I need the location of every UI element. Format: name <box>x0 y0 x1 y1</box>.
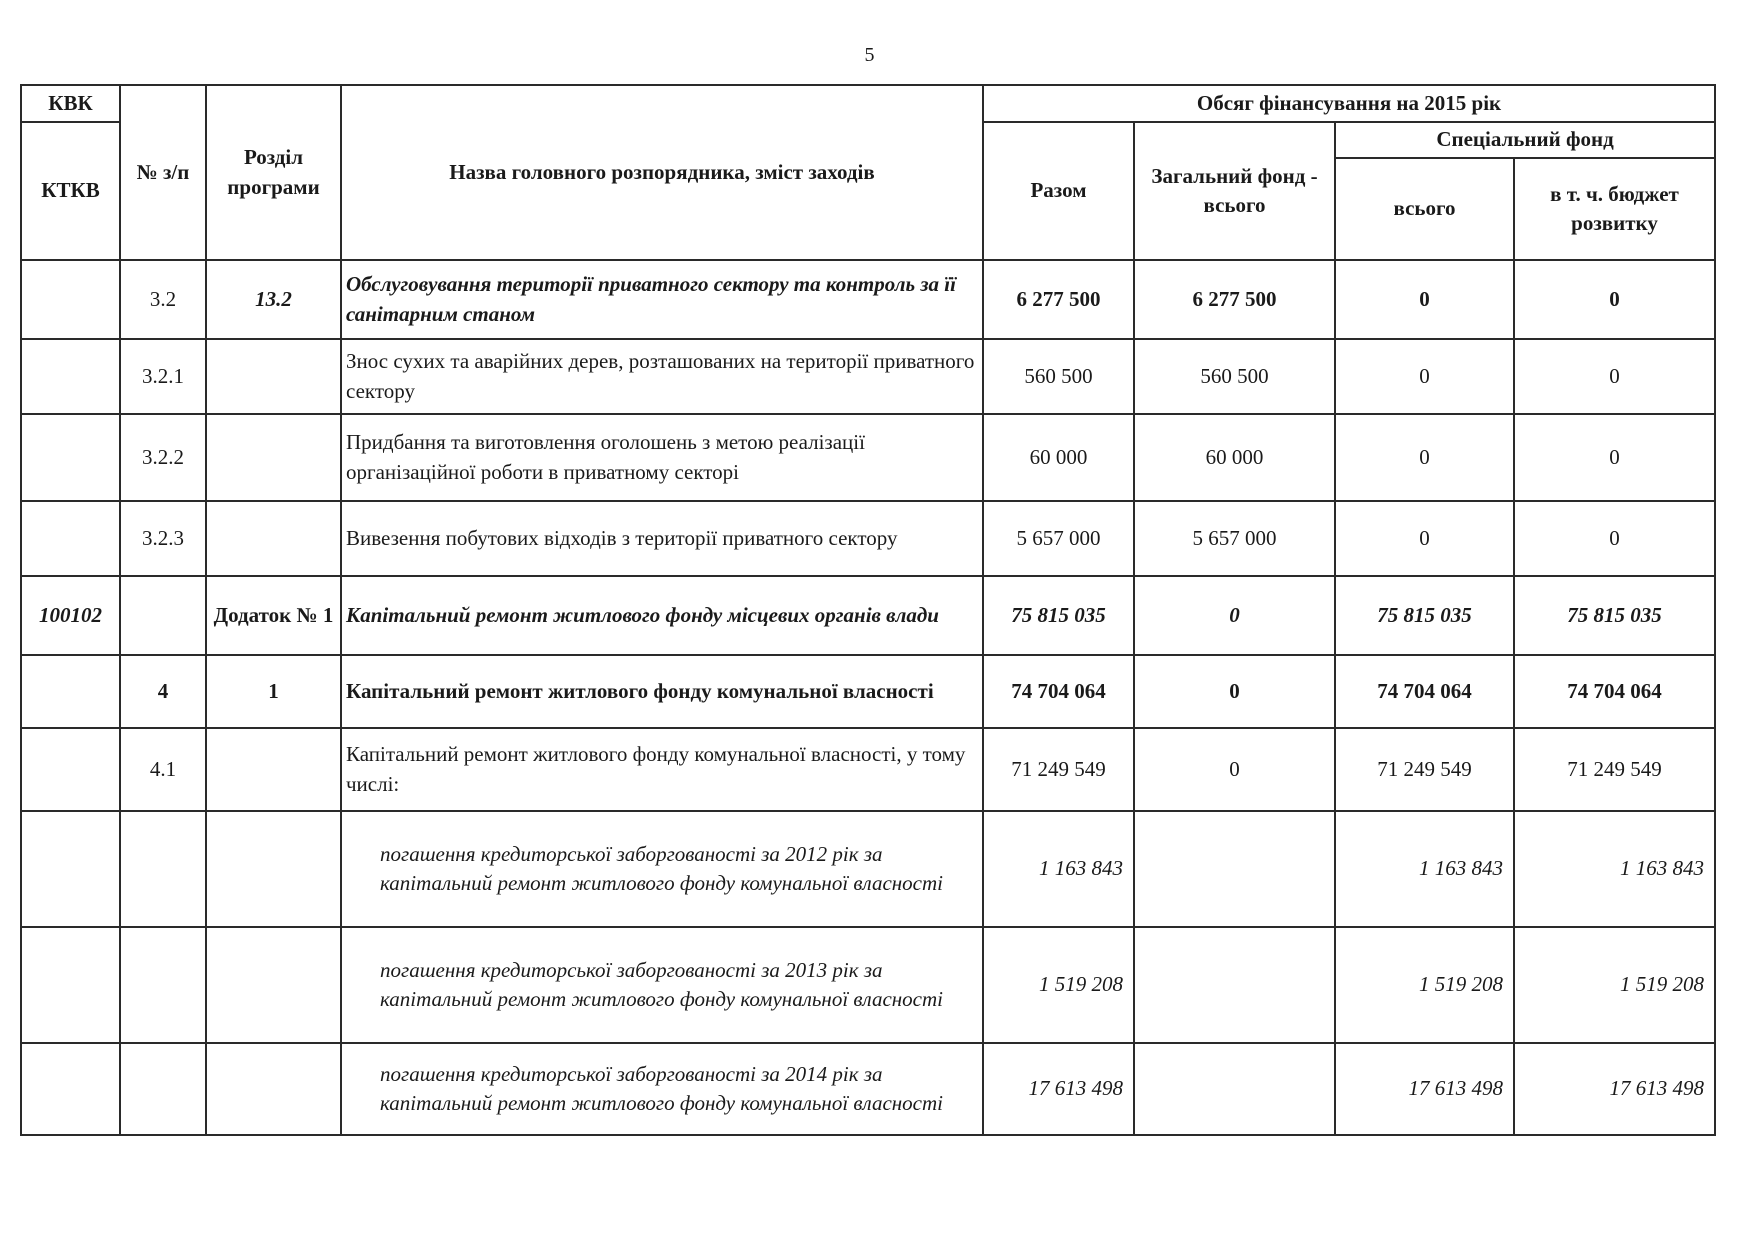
cell-special-dev: 17 613 498 <box>1514 1043 1715 1135</box>
cell-general: 560 500 <box>1134 339 1335 414</box>
cell-total: 74 704 064 <box>983 655 1134 728</box>
table-row <box>21 811 1715 927</box>
cell-num <box>120 1043 206 1135</box>
cell-general: 5 657 000 <box>1134 501 1335 576</box>
cell-name: погашення кредиторської заборгованості за 2014 рік за капітальний ремонт житлового фонду комунальної власності <box>341 1043 983 1135</box>
header-special-dev: в т. ч. бюджет розвитку <box>1514 158 1715 260</box>
table-row <box>21 260 1715 339</box>
cell-num: 4 <box>120 655 206 728</box>
cell-kvk <box>21 414 120 501</box>
cell-total: 75 815 035 <box>983 576 1134 655</box>
cell-section <box>206 414 341 501</box>
cell-total: 560 500 <box>983 339 1134 414</box>
cell-special-all: 0 <box>1335 339 1514 414</box>
cell-total: 6 277 500 <box>983 260 1134 339</box>
header-special-all: всього <box>1335 158 1514 260</box>
table-row <box>21 927 1715 1043</box>
header-num: № з/п <box>120 85 206 260</box>
cell-num: 3.2.3 <box>120 501 206 576</box>
cell-special-dev: 0 <box>1514 339 1715 414</box>
cell-special-dev: 0 <box>1514 260 1715 339</box>
table-row <box>21 414 1715 501</box>
cell-general <box>1134 811 1335 927</box>
cell-name: Капітальний ремонт житлового фонду місцевих органів влади <box>341 576 983 655</box>
cell-special-all: 74 704 064 <box>1335 655 1514 728</box>
cell-kvk <box>21 927 120 1043</box>
cell-total: 71 249 549 <box>983 728 1134 811</box>
cell-name: Знос сухих та аварійних дерев, розташованих на території приватного сектору <box>341 339 983 414</box>
cell-kvk <box>21 339 120 414</box>
header-general: Загальний фонд - всього <box>1134 122 1335 260</box>
cell-special-dev: 75 815 035 <box>1514 576 1715 655</box>
cell-kvk <box>21 655 120 728</box>
cell-general: 0 <box>1134 728 1335 811</box>
cell-special-all: 17 613 498 <box>1335 1043 1514 1135</box>
cell-section <box>206 728 341 811</box>
cell-section: 1 <box>206 655 341 728</box>
cell-general: 0 <box>1134 576 1335 655</box>
cell-special-dev: 0 <box>1514 501 1715 576</box>
financing-table <box>20 84 1716 1136</box>
cell-general <box>1134 927 1335 1043</box>
table-row <box>21 339 1715 414</box>
cell-kvk <box>21 811 120 927</box>
page-number: 5 <box>864 44 875 66</box>
cell-num <box>120 576 206 655</box>
cell-special-dev: 0 <box>1514 414 1715 501</box>
table-row <box>21 501 1715 576</box>
cell-section <box>206 501 341 576</box>
cell-special-all: 0 <box>1335 260 1514 339</box>
cell-total: 1 519 208 <box>983 927 1134 1043</box>
header-kvk: КВК <box>21 85 120 122</box>
cell-general: 0 <box>1134 655 1335 728</box>
cell-num <box>120 927 206 1043</box>
cell-name: Капітальний ремонт житлового фонду комунальної власності <box>341 655 983 728</box>
header-special: Спеціальний фонд <box>1335 122 1715 158</box>
cell-num <box>120 811 206 927</box>
cell-kvk <box>21 260 120 339</box>
cell-kvk: 100102 <box>21 576 120 655</box>
cell-special-all: 1 519 208 <box>1335 927 1514 1043</box>
cell-section <box>206 811 341 927</box>
cell-num: 4.1 <box>120 728 206 811</box>
cell-name: погашення кредиторської заборгованості за 2012 рік за капітальний ремонт житлового фонду комунальної власності <box>341 811 983 927</box>
cell-special-dev: 71 249 549 <box>1514 728 1715 811</box>
table-row <box>21 655 1715 728</box>
cell-num: 3.2.1 <box>120 339 206 414</box>
cell-total: 60 000 <box>983 414 1134 501</box>
cell-total: 1 163 843 <box>983 811 1134 927</box>
cell-special-dev: 1 519 208 <box>1514 927 1715 1043</box>
cell-num: 3.2.2 <box>120 414 206 501</box>
cell-kvk <box>21 728 120 811</box>
cell-kvk <box>21 501 120 576</box>
cell-section <box>206 339 341 414</box>
header-section: Розділ програми <box>206 85 341 260</box>
cell-special-all: 0 <box>1335 414 1514 501</box>
cell-special-all: 75 815 035 <box>1335 576 1514 655</box>
table-row <box>21 576 1715 655</box>
cell-special-all: 1 163 843 <box>1335 811 1514 927</box>
cell-section <box>206 927 341 1043</box>
cell-name: Обслуговування території приватного сектору та контроль за її санітарним станом <box>341 260 983 339</box>
cell-section: Додаток № 1 <box>206 576 341 655</box>
cell-section: 13.2 <box>206 260 341 339</box>
table-row <box>21 728 1715 811</box>
cell-name: Вивезення побутових відходів з території приватного сектору <box>341 501 983 576</box>
cell-special-all: 0 <box>1335 501 1514 576</box>
cell-name: Придбання та виготовлення оголошень з метою реалізації організаційної роботи в приватному секторі <box>341 414 983 501</box>
table-row <box>21 1043 1715 1135</box>
cell-total: 17 613 498 <box>983 1043 1134 1135</box>
cell-name: погашення кредиторської заборгованості за 2013 рік за капітальний ремонт житлового фонду комунальної власності <box>341 927 983 1043</box>
cell-num: 3.2 <box>120 260 206 339</box>
cell-total: 5 657 000 <box>983 501 1134 576</box>
cell-special-dev: 1 163 843 <box>1514 811 1715 927</box>
header-ktkv: КТКВ <box>21 122 120 260</box>
table-header <box>21 85 1715 260</box>
cell-name: Капітальний ремонт житлового фонду комунальної власності, у тому числі: <box>341 728 983 811</box>
header-name: Назва головного розпорядника, зміст заходів <box>341 85 983 260</box>
cell-special-all: 71 249 549 <box>1335 728 1514 811</box>
cell-special-dev: 74 704 064 <box>1514 655 1715 728</box>
cell-general: 60 000 <box>1134 414 1335 501</box>
cell-section <box>206 1043 341 1135</box>
cell-general <box>1134 1043 1335 1135</box>
header-total: Разом <box>983 122 1134 260</box>
cell-kvk <box>21 1043 120 1135</box>
cell-general: 6 277 500 <box>1134 260 1335 339</box>
header-volume: Обсяг фінансування на 2015 рік <box>983 85 1715 122</box>
